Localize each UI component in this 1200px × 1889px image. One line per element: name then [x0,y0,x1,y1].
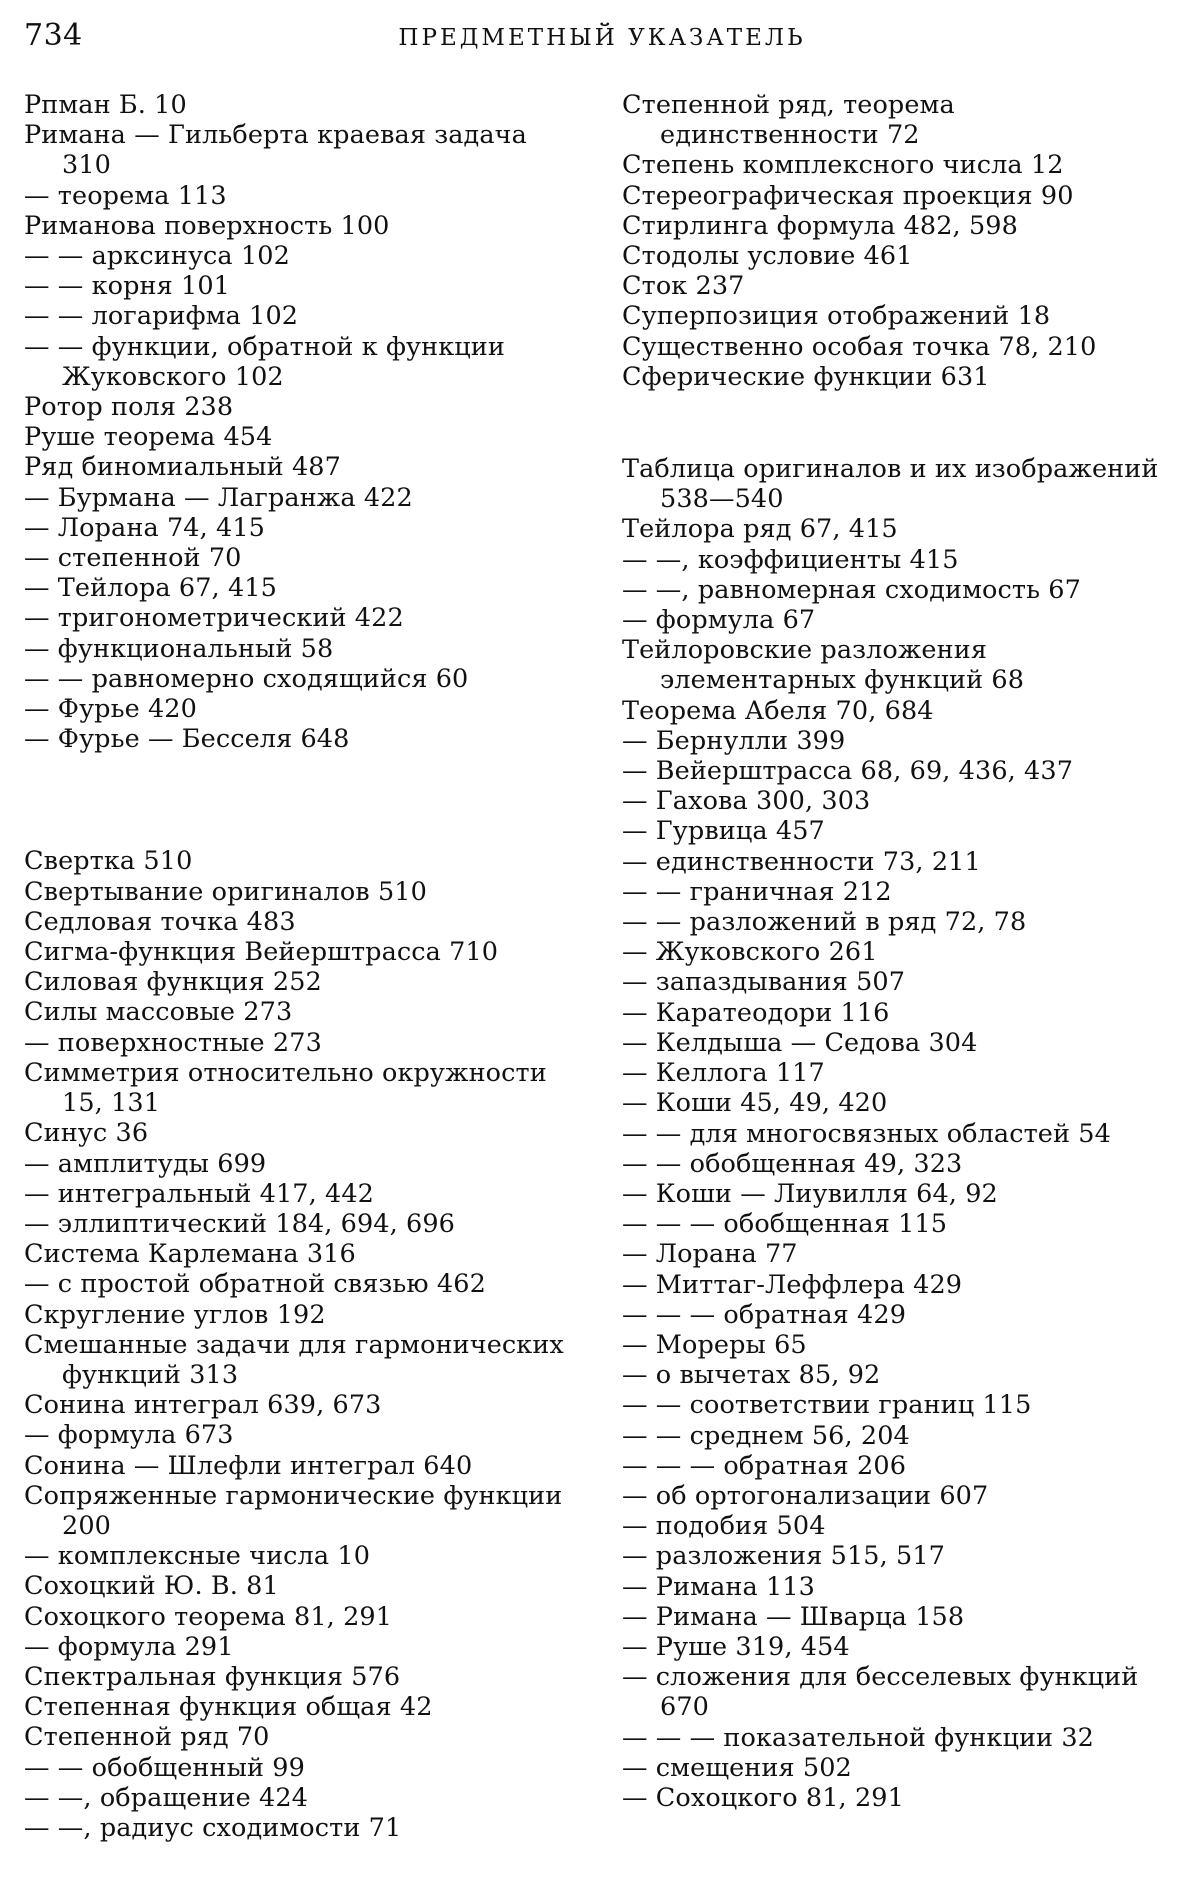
index-entry: — эллиптический 184, 694, 696 [24,1208,455,1239]
index-entry: — Коши 45, 49, 420 [622,1088,888,1119]
index-entry: Таблица оригиналов и их изображений 538—540 [622,454,1159,515]
index-entry: — Жуковского 261 [622,937,878,968]
page-number: 734 [24,18,83,53]
index-entry: Спектральная функция 576 [24,1661,401,1692]
index-entry: — Мореры 65 [622,1329,807,1360]
index-entry: — единственности 73, 211 [622,846,981,877]
index-entry: Сопряженные гармонические функции 200 [24,1480,563,1541]
index-entry: — — разложений в ряд 72, 78 [622,907,1027,938]
index-entry: — Миттаг-Леффлера 429 [622,1269,963,1300]
index-entry: — Фурье 420 [24,694,197,725]
index-entry: Руше теорема 454 [24,422,273,453]
index-entry: — — среднем 56, 204 [622,1420,910,1451]
index-entry: Тейлора ряд 67, 415 [622,514,898,545]
index-entry: — — — обобщенная 115 [622,1209,948,1240]
index-entry: — Руше 319, 454 [622,1631,850,1662]
index-entry: Сонина интеграл 639, 673 [24,1390,382,1421]
index-entry: — амплитуды 699 [24,1148,267,1179]
index-entry: — подобия 504 [622,1511,826,1542]
index-entry: — — — показательной функции 32 [622,1722,1094,1753]
index-entry: — — арксинуса 102 [24,241,290,272]
index-entry: Система Карлемана 316 [24,1239,356,1270]
index-entry: Сонина — Шлефли интеграл 640 [24,1450,473,1481]
index-entry: Сохоцкого теорема 81, 291 [24,1601,393,1632]
index-entry: Сток 237 [622,271,745,302]
index-entry: — формула 67 [622,605,816,636]
index-entry: Свертка 510 [24,846,193,877]
index-entry: — разложения 515, 517 [622,1541,945,1572]
index-column-left [24,90,569,1843]
index-entry: — — логарифма 102 [24,301,299,332]
index-entry: Сигма-функция Вейерштрасса 710 [24,937,499,968]
index-entry: — Лорана 77 [622,1239,798,1270]
index-entry: — — обобщенная 49, 323 [622,1148,963,1179]
index-entry: Стирлинга формула 482, 598 [622,210,1018,241]
index-entry: — — граничная 212 [622,876,892,907]
index-entry: — Вейерштрасса 68, 69, 436, 437 [622,756,1074,787]
index-entry: Стереографическая проекция 90 [622,180,1074,211]
index-entry: — Римана — Шварца 158 [622,1601,965,1632]
index-entry: Симметрия относительно окружности 15, 131 [24,1057,547,1119]
index-entry: — запаздывания 507 [622,967,906,998]
index-entry: — —, радиус сходимости 71 [24,1812,402,1843]
index-entry: Силы массовые 273 [24,997,293,1028]
index-entry: — Римана 113 [622,1571,815,1602]
index-entry: Степень комплексного числа 12 [622,150,1064,181]
index-entry: — Сохоцкого 81, 291 [622,1782,904,1813]
index-entry: — смещения 502 [622,1752,852,1783]
index-entry: — формула 673 [24,1420,234,1451]
index-entry: Римана — Гильберта краевая задача 310 [24,120,527,181]
index-entry: Скругление углов 192 [24,1299,326,1330]
index-entry: Силовая функция 252 [24,967,322,998]
index-entry: — поверхностные 273 [24,1027,322,1058]
index-entry: Стодолы условие 461 [622,241,913,272]
index-entry: — — — обратная 429 [622,1299,907,1330]
index-entry: — функциональный 58 [24,633,334,664]
index-entry: — — равномерно сходящийся 60 [24,663,469,694]
index-entry: Рпман Б. 10 [24,90,187,120]
index-entry: — — для многосвязных областей 54 [622,1118,1111,1149]
index-entry: Степенная функция общая 42 [24,1692,433,1723]
index-entry: Седловая точка 483 [24,906,296,937]
index-entry: — — корня 101 [24,271,230,302]
index-entry: — сложения для бесселевых функций 670 [622,1662,1139,1723]
index-entry: — — — обратная 206 [622,1450,907,1481]
index-entry: Ротор поля 238 [24,392,234,423]
index-entry: Сохоцкий Ю. В. 81 [24,1571,279,1602]
index-entry: — о вычетах 85, 92 [622,1360,881,1391]
index-column-right [622,90,1167,1813]
index-entry: Существенно особая точка 78, 210 [622,331,1097,362]
index-entry: — — соответствии границ 115 [622,1390,1032,1421]
index-entry: — Келдыша — Седова 304 [622,1027,978,1058]
index-entry: — Лорана 74, 415 [24,512,265,543]
index-entry: — Коши — Лиувилля 64, 92 [622,1178,998,1209]
index-entry: Ряд биномиальный 487 [24,452,341,483]
index-entry: — Гурвица 457 [622,816,825,847]
index-entry: — теорема 113 [24,180,227,211]
index-entry: — Фурье — Бесселя 648 [24,724,350,755]
index-entry: — об ортогонализации 607 [622,1480,989,1511]
index-entry: Тейлоровские разложения элементарных функций 68 [622,635,1025,696]
running-title: ПРЕДМЕТНЫЙ УКАЗАТЕЛЬ [398,25,806,51]
index-entry: Свертывание оригиналов 510 [24,876,427,907]
index-entry: Риманова поверхность 100 [24,210,390,241]
index-entry: — Бурмана — Лагранжа 422 [24,482,413,513]
index-entry: — —, коэффициенты 415 [622,544,959,575]
index-entry: Степенной ряд 70 [24,1722,270,1753]
index-entry: — Бернулли 399 [622,725,846,756]
index-entry: — интегральный 417, 442 [24,1178,375,1209]
index-entry: Смешанные задачи для гармонических функций 313 [24,1329,564,1390]
index-entry: Синус 36 [24,1118,149,1149]
index-entry: — — функции, обратной к функции Жуковского 102 [24,331,505,392]
index-entry: Теорема Абеля 70, 684 [622,695,934,726]
index-entry: — —, равномерная сходимость 67 [622,574,1081,605]
index-entry: — с простой обратной связью 462 [24,1269,486,1300]
index-entry: — Тейлора 67, 415 [24,573,277,604]
index-entry: — —, обращение 424 [24,1782,309,1813]
index-entry: Сферические функции 631 [622,361,990,392]
page-header [24,16,1180,56]
index-entry: — — обобщенный 99 [24,1752,305,1783]
index-entry: Степенной ряд, теорема единственности 72 [622,90,955,151]
index-entry: Суперпозиция отображений 18 [622,301,1051,332]
index-entry: — тригонометрический 422 [24,603,404,634]
index-entry: — степенной 70 [24,543,242,574]
index-entry: — Каратеодори 116 [622,997,890,1028]
index-entry: — комплексные числа 10 [24,1541,371,1572]
index-entry: — Гахова 300, 303 [622,786,871,817]
index-entry: — Келлога 117 [622,1058,825,1089]
index-entry: — формула 291 [24,1631,234,1662]
